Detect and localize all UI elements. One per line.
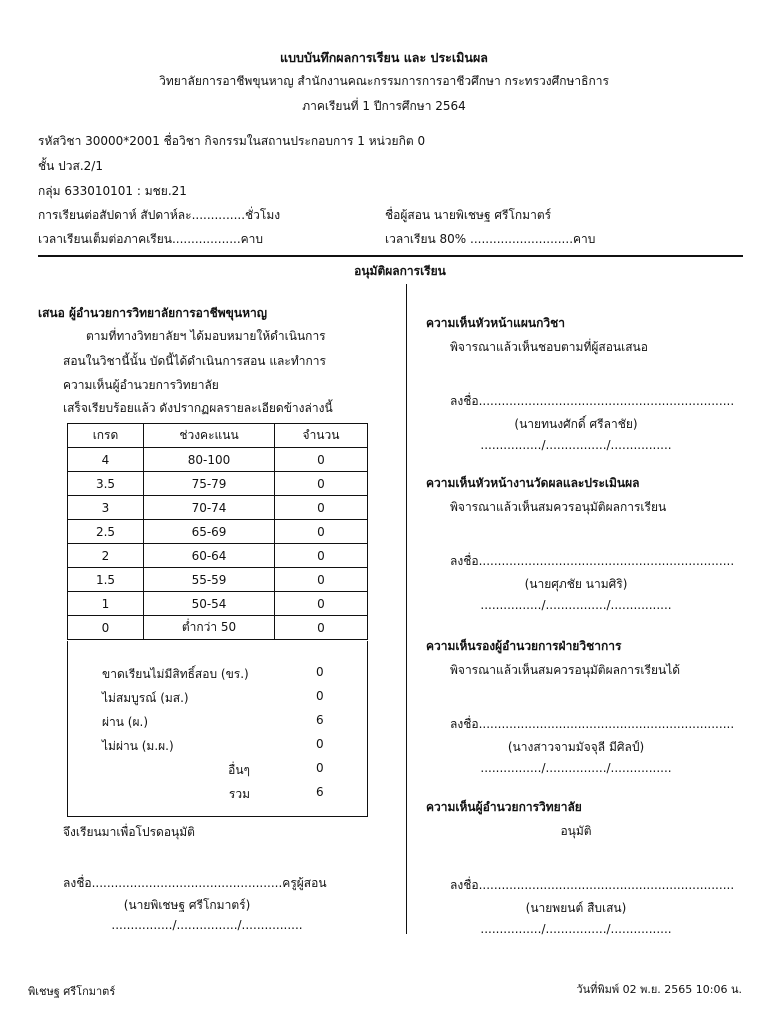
grade-cell: 3 [68,496,144,520]
summary-value: 0 [316,761,324,775]
approval-text: อนุมัติ [560,824,592,838]
header-count: จำนวน [275,424,368,448]
approval-date: ................/................/................ [480,922,672,936]
score-range-cell: 70-74 [144,496,275,520]
grade-table [67,423,368,640]
approval-text: พิจารณาแล้วเห็นสมควรอนุมัติผลการเรียน [450,500,667,514]
summary-label: ไม่ผ่าน (ม.ผ.) [102,739,174,753]
score-range-cell: 50-54 [144,592,275,616]
teacher-sign-name: (นายพิเชษฐ ศรีโกมาตร์) [123,898,251,912]
approval-heading: ความเห็นรองผู้อำนวยการฝ่ายวิชาการ [426,639,622,653]
header-score-range: ช่วงคะแนน [144,424,275,448]
fulltime-line: เวลาเรียนเต็มต่อภาคเรียน..................คาบ [38,232,264,246]
grade-cell: 3.5 [68,472,144,496]
score-range-cell: 80-100 [144,448,275,472]
score-range-cell: 65-69 [144,520,275,544]
propose-text: เสนอ ผู้อำนวยการวิทยาลัยการอาชีพขุนหาญ [38,306,267,320]
grade-cell: 1.5 [68,568,144,592]
grade-row [68,544,368,568]
count-cell: 0 [275,592,368,616]
class-line: ชั้น ปวส.2/1 [38,159,103,173]
approval-sign: ลงชื่อ................................................................... [450,554,735,568]
approval-text: พิจารณาแล้วเห็นชอบตามที่ผู้สอนเสนอ [450,340,648,354]
propose-line [38,304,267,323]
para-line-2: สอนในวิชานี้นั้น บัดนี้ได้ดำเนินการสอน และทำการ [63,354,326,368]
grade-cell: 2 [68,544,144,568]
teacher-line: ชื่อผู้สอน นายพิเชษฐ ศรีโกมาตร์ [385,208,552,222]
count-cell: 0 [275,568,368,592]
summary-value: 0 [316,737,324,751]
para-line-4: เสร็จเรียบร้อยแล้ว ดังปรากฏผลรายละเอียดข้างล่างนี้ [63,401,333,415]
summary-value: 0 [316,689,324,703]
para-line-1: ตามที่ทางวิทยาลัยฯ ได้มอบหมายให้ดำเนินการ [86,329,326,343]
column-divider [406,284,407,934]
group-line: กลุ่ม 633010101 : มชย.21 [38,184,187,198]
summary-box [67,641,368,817]
score-range-cell: 60-64 [144,544,275,568]
footer-print-date: วันที่พิมพ์ 02 พ.ย. 2565 10:06 น. [576,983,742,996]
teacher-sign-line: ลงชื่อ..................................................ครูผู้สอน [63,876,327,890]
grade-row [68,616,368,640]
grade-row [68,448,368,472]
subject-line: รหัสวิชา 30000*2001 ชื่อวิชา กิจกรรมในสถานประกอบการ 1 หน่วยกิต 0 [38,134,426,148]
grade-cell: 4 [68,448,144,472]
summary-label: อื่นๆ [228,763,250,777]
approval-date: ................/................/................ [480,438,672,452]
para-line-3: ความเห็นผู้อำนวยการวิทยาลัย [63,378,219,392]
grade-row [68,592,368,616]
document-subtitle: วิทยาลัยการอาชีพขุนหาญ สำนักงานคณะกรรมการการอาชีวศึกษา กระทรวงศึกษาธิการ [159,74,609,88]
grade-row [68,520,368,544]
summary-label: ไม่สมบูรณ์ (มส.) [102,691,189,705]
summary-label: รวม [228,787,250,801]
approval-heading: ความเห็นผู้อำนวยการวิทยาลัย [426,800,582,814]
document-title: แบบบันทึกผลการเรียน และ ประเมินผล [280,50,488,65]
approval-name: (นางสาวจามมัจจุลี มีศิลป์) [507,740,645,754]
summary-value: 6 [316,785,324,799]
footer-user: พิเชษฐ ศรีโกมาตร์ [28,985,116,998]
score-range-cell: 55-59 [144,568,275,592]
summary-value: 6 [316,713,324,727]
approval-name: (นายพยนต์ สืบเสน) [525,901,627,915]
time80-line: เวลาเรียน 80% ...........................คาบ [385,232,596,246]
section-divider [38,255,743,257]
approval-heading: ความเห็นหัวหน้างานวัดผลและประเมินผล [426,476,640,490]
approval-name: (นายทนงศักดิ์ ศรีลาชัย) [514,417,638,431]
approval-sign: ลงชื่อ................................................................... [450,717,735,731]
count-cell: 0 [275,472,368,496]
approval-heading: อนุมัติผลการเรียน [354,264,446,278]
count-cell: 0 [275,520,368,544]
grade-table-header [68,424,368,448]
header-grade: เกรด [68,424,144,448]
summary-label: ขาดเรียนไม่มีสิทธิ์สอบ (ขร.) [102,667,249,681]
grade-row [68,496,368,520]
count-cell: 0 [275,616,368,640]
approval-name: (นายศุภชัย นามศิริ) [524,577,628,591]
count-cell: 0 [275,496,368,520]
approval-date: ................/................/................ [480,598,672,612]
count-cell: 0 [275,448,368,472]
summary-value: 0 [316,665,324,679]
grade-cell: 2.5 [68,520,144,544]
approval-sign: ลงชื่อ................................................................... [450,878,735,892]
teacher-sign-date: ................/................/................ [111,918,303,932]
hours-line: การเรียนต่อสัปดาห์ สัปดาห์ละ..............ชั่วโมง [38,208,281,222]
grade-row [68,472,368,496]
approval-date: ................/................/................ [480,761,672,775]
grade-cell: 0 [68,616,144,640]
term-line: ภาคเรียนที่ 1 ปีการศึกษา 2564 [302,99,466,113]
grade-row [68,568,368,592]
count-cell: 0 [275,544,368,568]
closing-text: จึงเรียนมาเพื่อโปรดอนุมัติ [63,825,195,839]
score-range-cell: 75-79 [144,472,275,496]
approval-heading: ความเห็นหัวหน้าแผนกวิชา [426,316,565,330]
grade-cell: 1 [68,592,144,616]
approval-sign: ลงชื่อ................................................................... [450,394,735,408]
summary-label: ผ่าน (ผ.) [102,715,148,729]
approval-text: พิจารณาแล้วเห็นสมควรอนุมัติผลการเรียนได้ [450,663,681,677]
score-range-cell: ต่ำกว่า 50 [144,616,275,640]
